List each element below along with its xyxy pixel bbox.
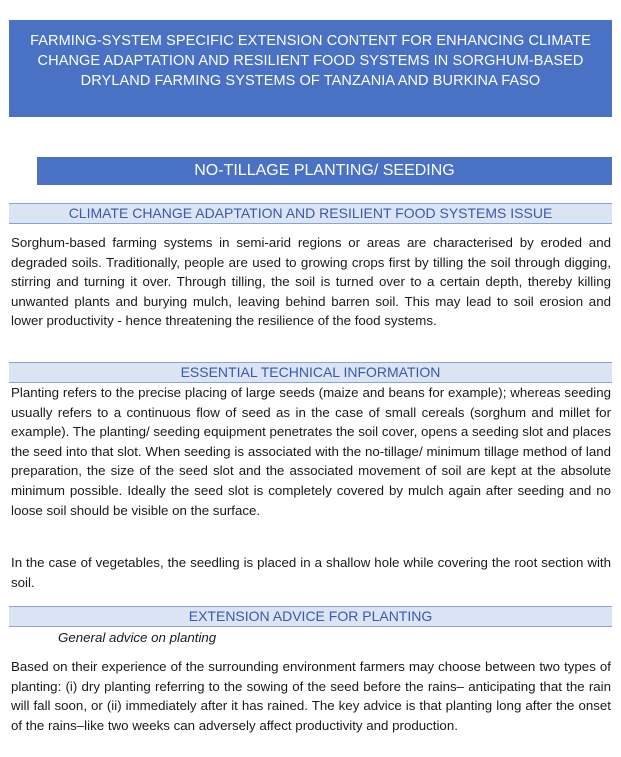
subheading-general-advice: General advice on planting xyxy=(58,630,217,645)
banner-title-line: CHANGE ADAPTATION AND RESILIENT FOOD SYSTEMS IN SORGHUM-BASED xyxy=(37,53,584,69)
document-banner xyxy=(9,20,612,117)
paragraph-issue: Sorghum-based farming systems in semi-arid regions or areas are characterised by eroded and degraded soils. Traditionally, people are used to growing crops first by tilling the soil through digging, stirring and turning it over. Through tilling, the soil is turned over to a certain depth, thereby killing unwanted plants and burying mulch, leaving behind barren soil. This may lead to soil erosion and lower productivity - hence threatening the resilience of the food systems. xyxy=(11,235,611,329)
paragraph-planting-advice: Based on their experience of the surrounding environment farmers may choose between two types of planting: (i) dry planting referring to the sowing of the seed before the rains– anticipating that the rain will fall soon, or (ii) immediately after it has rained. The key advice is that planting long after the onset of the rains–like two weeks can adversely affect productivity and production. xyxy=(11,659,611,733)
banner-title-line: DRYLAND FARMING SYSTEMS OF TANZANIA AND BURKINA FASO xyxy=(80,73,541,89)
banner-title-line: FARMING-SYSTEM SPECIFIC EXTENSION CONTENT FOR ENHANCING CLIMATE xyxy=(30,33,591,49)
section-heading-extension-advice: EXTENSION ADVICE FOR PLANTING xyxy=(9,606,612,627)
section-heading-issue: CLIMATE CHANGE ADAPTATION AND RESILIENT FOOD SYSTEMS ISSUE xyxy=(9,203,612,224)
paragraph-vegetables: In the case of vegetables, the seedling is placed in a shallow hole while covering the root section with soil. xyxy=(11,555,611,590)
section-heading-technical: ESSENTIAL TECHNICAL INFORMATION xyxy=(9,362,612,383)
paragraph-technical: Planting refers to the precise placing of large seeds (maize and beans for example); whereas seeding usually refers to a continuous flow of seed as in the case of small cereals (sorghum and millet for example). The planting/ seeding equipment penetrates the soil cover, opens a seeding slot and places the seed into that slot. When seeding is associated with the no-tillage/ minimum tillage method of land preparation, the size of the seed slot and the associated movement of soil are kept at the absolute minimum possible. Ideally the seed slot is completely covered by mulch again after seeding and no loose soil should be visible on the surface. xyxy=(11,385,611,518)
section-title: NO-TILLAGE PLANTING/ SEEDING xyxy=(37,157,612,185)
